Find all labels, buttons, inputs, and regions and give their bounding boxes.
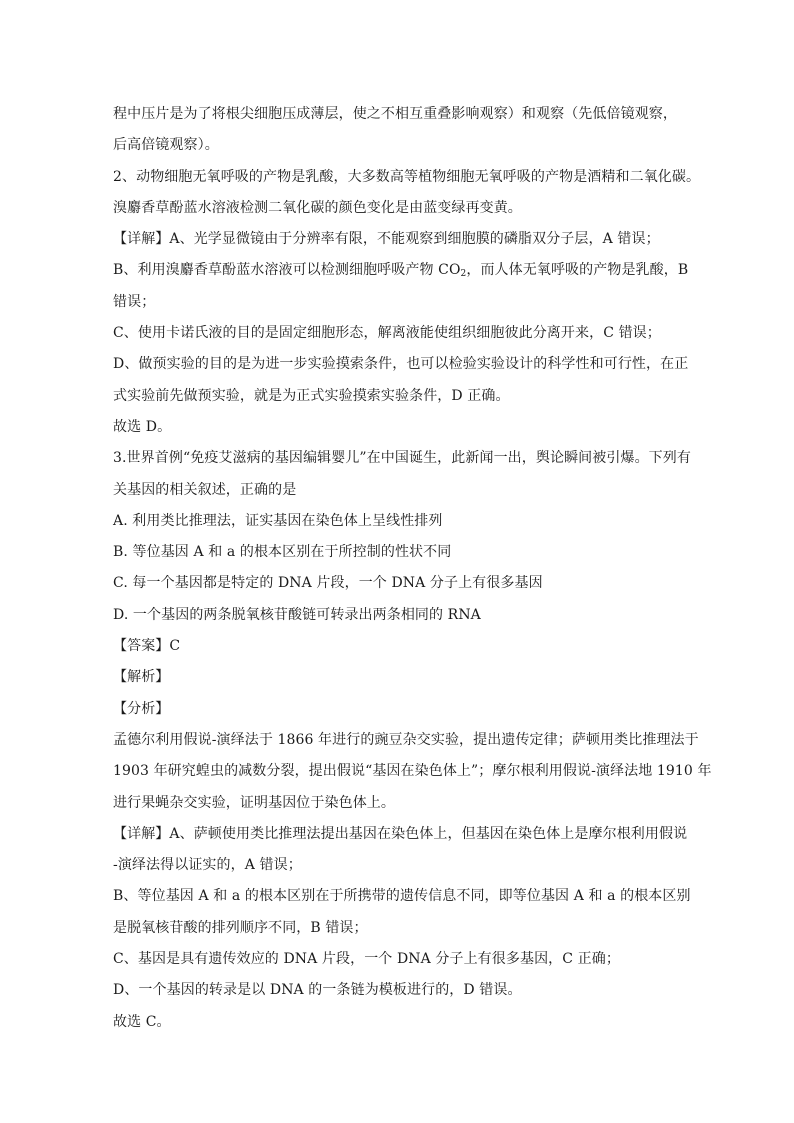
- text-line: 故选 C。: [113, 1013, 171, 1030]
- text-line: 【详解】A、光学显微镜由于分辨率有限，不能观察到细胞膜的磷脂双分子层，A 错误；: [113, 231, 660, 248]
- analysis-subheading: 【分析】: [113, 700, 170, 717]
- text-line: -演绎法得以证实的，A 错误；: [113, 857, 302, 874]
- question-stem: 3.世界首例“免疫艾滋病的基因编辑婴儿”在中国诞生，此新闻一出，舆论瞬间被引爆。下列有: [113, 450, 691, 467]
- text-line: 2、动物细胞无氧呼吸的产物是乳酸，大多数高等植物细胞无氧呼吸的产物是酒精和二氧化碳。: [113, 168, 701, 185]
- text-line: 程中压片是为了将根尖细胞压成薄层，使之不相互重叠影响观察）和观察（先低倍镜观察，: [113, 106, 677, 122]
- text-line: D、一个基因的转录是以 DNA 的一条链为模板进行的，D 错误。: [113, 982, 522, 999]
- analysis-heading: 【解析】: [113, 669, 170, 686]
- text-line: C、使用卡诺氏液的目的是固定细胞形态，解离液能使组织细胞彼此分离开来，C 错误；: [113, 325, 661, 342]
- text-line: 进行果蝇杂交实验，证明基因位于染色体上。: [113, 794, 395, 811]
- text-line: 1903 年研究蝗虫的减数分裂，提出假说“基因在染色体上”；摩尔根利用假说-演绎法地 1910 年: [113, 763, 712, 780]
- option-c: C. 每一个基因都是特定的 DNA 片段，一个 DNA 分子上有很多基因: [113, 575, 543, 592]
- text-line: 错误；: [113, 293, 156, 310]
- option-a: A. 利用类比推理法，证实基因在染色体上呈线性排列: [113, 512, 443, 529]
- text-line: 后高倍镜观察）。: [113, 137, 219, 154]
- text-line: D、做预实验的目的是为进一步实验摸索条件，也可以检验实验设计的科学性和可行性，在正: [113, 356, 689, 373]
- text-line: C、基因是具有遗传效应的 DNA 片段，一个 DNA 分子上有很多基因，C 正确；: [113, 951, 620, 968]
- text-line: 是脱氧核苷酸的排列顺序不同，B 错误；: [113, 919, 368, 936]
- text-line: 故选 D。: [113, 418, 172, 435]
- document-body: [113, 99, 712, 1038]
- text-line: 溴麝香草酚蓝水溶液检测二氧化碳的颜色变化是由蓝变绿再变黄。: [113, 199, 522, 216]
- option-d: D. 一个基因的两条脱氧核苷酸链可转录出两条相同的 RNA: [113, 606, 481, 623]
- text-line: 孟德尔利用假说-演绎法于 1866 年进行的豌豆杂交实验，提出遗传定律；萨顿用类比推理法于: [113, 731, 699, 748]
- question-stem: 关基因的相关叙述，正确的是: [113, 481, 297, 498]
- subscript: 2: [460, 269, 467, 280]
- answer-label: 【答案】C: [113, 638, 181, 655]
- text-line: 式实验前先做预实验，就是为正式实验摸索实验条件，D 正确。: [113, 387, 510, 404]
- text-line-co2: [113, 255, 689, 286]
- text-line: B、等位基因 A 和 a 的根本区别在于所携带的遗传信息不同，即等位基因 A 和 a 的根本区别: [113, 888, 691, 905]
- text-segment: B、利用溴麝香草酚蓝水溶液可以检测细胞呼吸产物 CO: [113, 262, 461, 279]
- text-line: 【详解】A、萨顿使用类比推理法提出基因在染色体上，但基因在染色体上是摩尔根利用假说: [113, 825, 688, 842]
- text-segment: ，而人体无氧呼吸的产物是乳酸，B: [466, 262, 689, 279]
- option-b: B. 等位基因 A 和 a 的根本区别在于所控制的性状不同: [113, 544, 452, 561]
